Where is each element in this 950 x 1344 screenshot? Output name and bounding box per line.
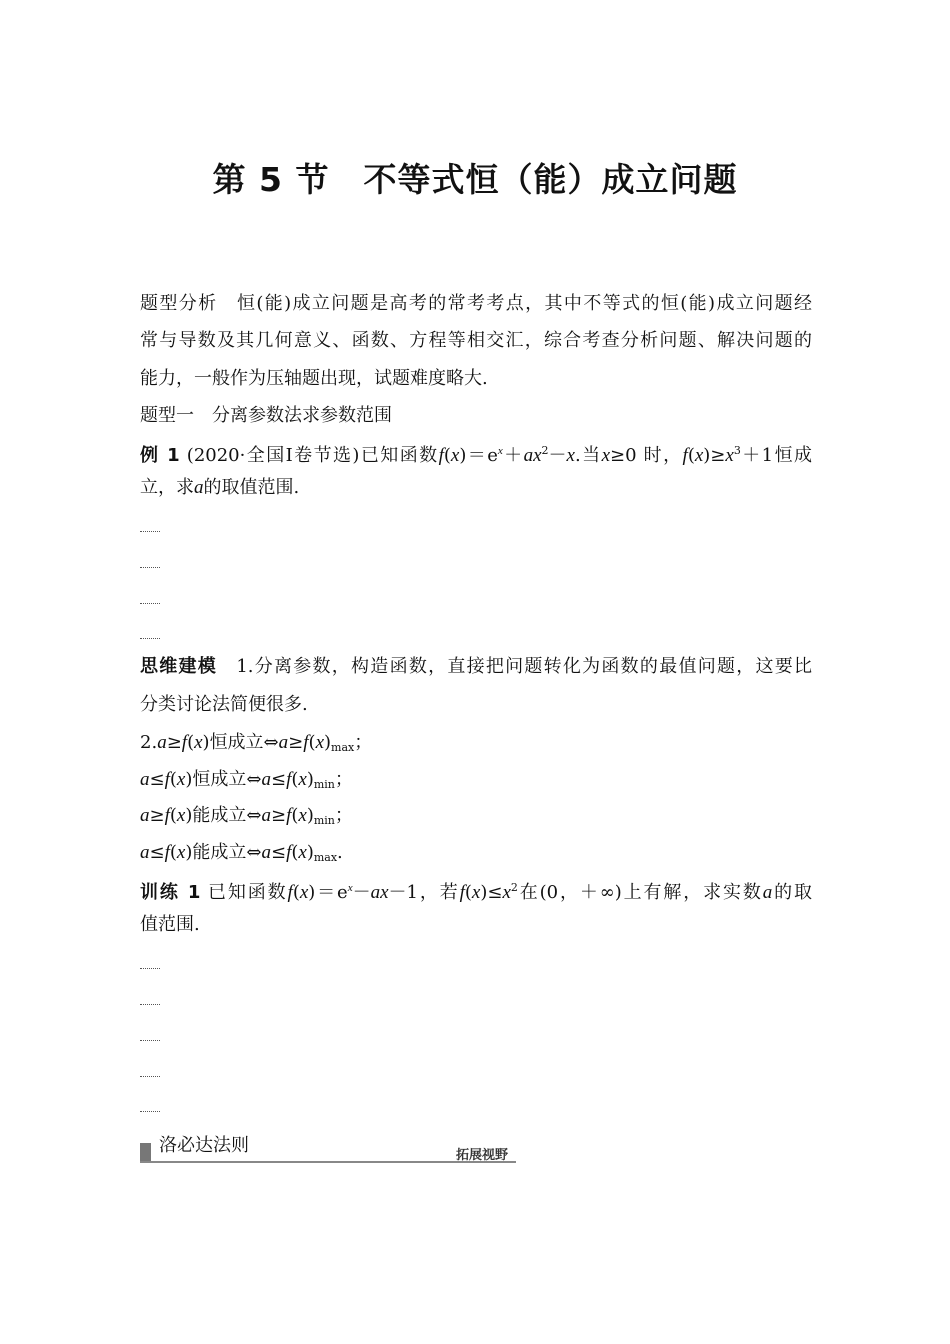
answer-blank (140, 968, 160, 969)
page-title (0, 154, 950, 201)
rule-2: a≤f(x)恒成立$\Leftrightarrow a\le f(x)_{min}$； (140, 769, 353, 791)
modeling-line-2: 分类讨论法简便很多. (140, 694, 308, 715)
practice1-line-2: 值范围. (140, 914, 200, 935)
answer-blank (140, 567, 160, 568)
answer-blank (140, 1004, 160, 1005)
answer-blank (140, 638, 160, 639)
modeling-line-1: 思维建模 1.分离参数，构造函数，直接把问题转化为函数的最值问题，这要比 (140, 656, 813, 677)
rule-1: 2.a≥f(x)恒成立$\Leftrightarrow a\ge f(x)_{max}$； (140, 732, 373, 754)
section-header (140, 1128, 516, 1164)
intro-line-3: 能力，一般作为压轴题出现，试题难度略大. (140, 368, 488, 389)
practice1-line-1: 训练 1 已知函数$f(x)=e^x-ax-1$，若$f(x)\le x^2$在(0，＋∞)上有解，求实数a的取 (140, 881, 812, 903)
practice1-label: 训练 1 (140, 882, 201, 903)
answer-blank (140, 1076, 160, 1077)
answer-blank (140, 1040, 160, 1041)
intro-label: 题型分析 (140, 293, 218, 314)
example1-line-2: 立，求a的取值范围. (140, 477, 300, 498)
example1-line-1: 例 1 (2020·全国Ⅰ卷节选)已知函数$f(x)=e^x+ax^2-x$.当x≥0 时，$f(x)\ge x^3+1$恒成 (140, 444, 812, 466)
rule-3: a≥f(x)能成立$\Leftrightarrow a\ge f(x)_{min}$； (140, 805, 353, 827)
answer-blank (140, 531, 160, 532)
answer-blank (140, 1111, 160, 1112)
type1-heading: 题型一 分离参数法求参数范围 (140, 405, 392, 426)
modeling-label: 思维建模 (140, 656, 218, 677)
rule-4: a≤f(x)能成立$\Leftrightarrow a\le f(x)_{max}$. (140, 842, 343, 864)
section-label: 洛必达法则 (159, 1135, 249, 1156)
section-title: 不等式恒（能）成立问题 (363, 160, 738, 199)
section-rule (140, 1161, 516, 1163)
example1-label: 例 1 (140, 445, 180, 466)
answer-blank (140, 603, 160, 604)
section-tag: 拓展视野 (456, 1148, 509, 1163)
intro-line-2: 常与导数及其几何意义、函数、方程等相交汇，综合考查分析问题、解决问题的 (140, 330, 812, 351)
section-number: 第 5 节 (212, 160, 330, 199)
section-marker (140, 1143, 151, 1161)
intro-line-1: 题型分析 恒(能)成立问题是高考的常考考点，其中不等式的恒(能)成立问题经 (140, 293, 812, 314)
